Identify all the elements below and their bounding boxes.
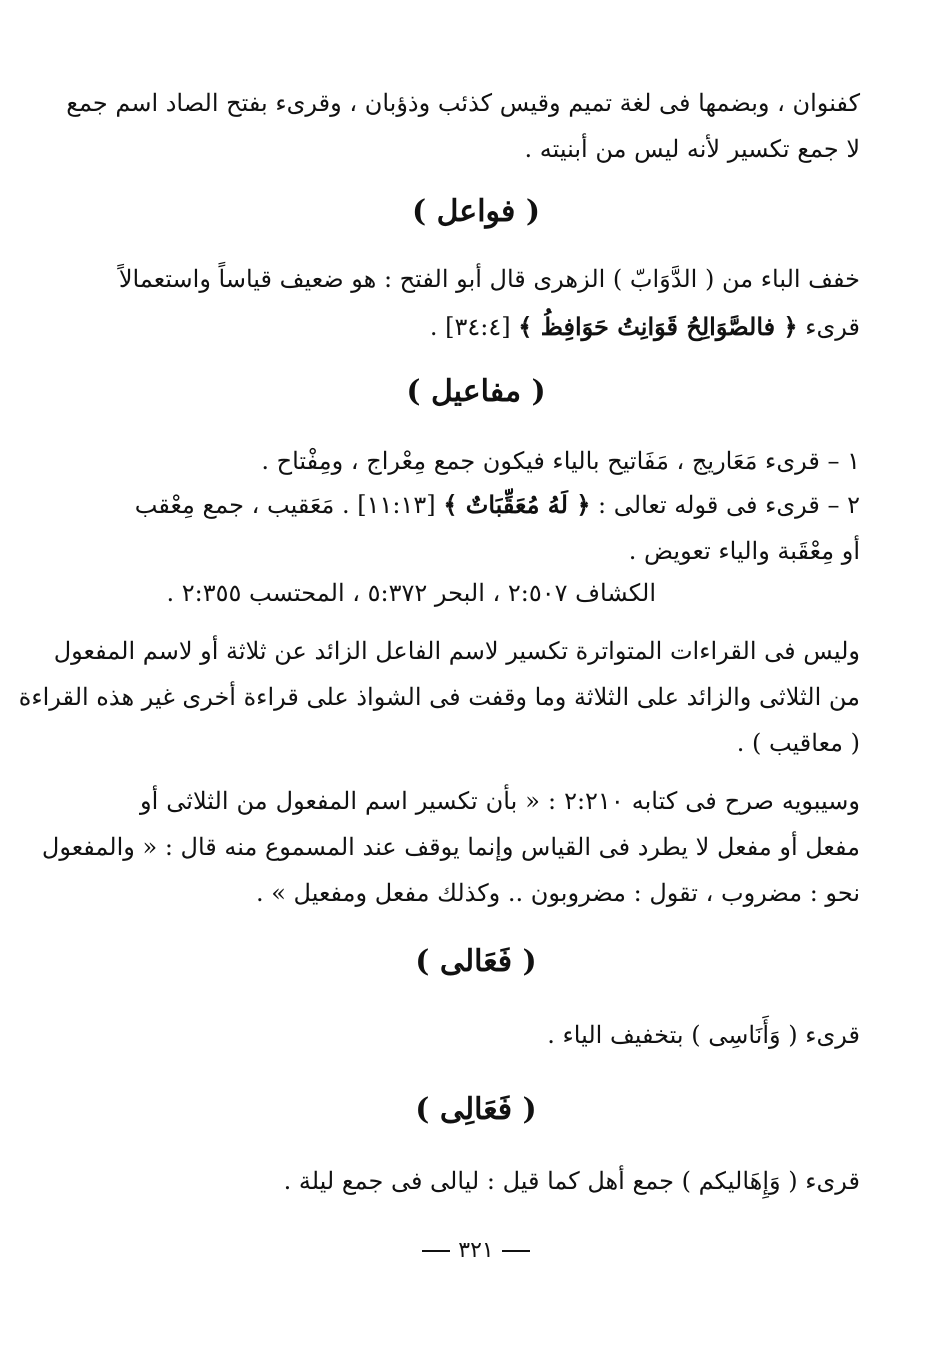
heading-fawaeil: ( فواعل ) xyxy=(411,194,541,229)
page-number: ٣٢١ xyxy=(458,1238,494,1263)
fawaeil-line-2-ref: [٣٤:٤] . xyxy=(429,313,511,341)
paragraph-1-line-1: وليس فى القراءات المتواترة تكسير لاسم الفاعل الزائد عن ثلاثة أو لاسم المفعول xyxy=(53,637,860,665)
fawaeil-line-2 xyxy=(140,310,860,344)
paragraph-1-line-3: ( معاقيب ) . xyxy=(736,729,860,757)
mafaeel-line-1: ١ – قرىء مَعَاريج ، مَفَاتيح بالياء فيكون جمع مِعْراج ، ومِفْتاح . xyxy=(261,447,860,475)
footer-dash-left xyxy=(422,1250,450,1252)
paragraph-1-line-2: من الثلاثى والزائد على الثلاثة وما وقفت فى الشواذ على قراءة أخرى غير هذه القراءة xyxy=(18,683,860,711)
paragraph-2-line-3: نحو : مضروب ، تقول : مضروبون .. وكذلك مفعل ومفعيل » . xyxy=(255,879,860,907)
references-line: الكشاف ٢:٥٠٧ ، البحر ٥:٣٧٢ ، المحتسب ٢:٣٥٥ . xyxy=(166,579,656,607)
intro-line-1: كفنوان ، وبضمها فى لغة تميم وقيس كذئب وذؤبان ، وقرىء بفتح الصاد اسم جمع xyxy=(66,89,860,117)
heading-faali-1: ( فَعَالى ) xyxy=(415,944,537,979)
intro-line-2: لا جمع تكسير لأنه ليس من أبنيته . xyxy=(524,135,860,163)
mafaeel-line-2-prefix: ٢ – قرىء فى قوله تعالى : xyxy=(598,491,860,519)
quran-quote-mafaeel: ﴿ لَهُ مُعَقِّبَاتٌ ﴾ xyxy=(443,490,591,519)
fawaeil-line-2-prefix: قرىء xyxy=(805,313,860,341)
quran-quote-fawaeil: ﴿ فالصَّوَالِحُ قَوَانِتُ حَوَافِظُ ﴾ xyxy=(518,312,798,341)
mafaeel-line-2-suffix: [١١:١٣] . مَعَقيب ، جمع مِعْقب xyxy=(134,491,436,519)
page-footer xyxy=(0,1236,952,1266)
paragraph-2-line-1: وسيبويه صرح فى كتابه ٢:٢١٠ : « بأن تكسير اسم المفعول من الثلاثى أو xyxy=(140,787,860,815)
footer-dash-right xyxy=(502,1250,530,1252)
mafaeel-line-2 xyxy=(134,488,860,522)
heading-faali-2: ( فَعَالِى ) xyxy=(415,1092,537,1127)
heading-mafaeel: ( مفاعيل ) xyxy=(406,374,546,409)
faali-2-line-1: قرىء ( وَإِهَاليكم ) جمع أهل كما قيل : ليالى فى جمع ليلة . xyxy=(283,1167,860,1195)
fawaeil-line-1: خفف الباء من ( الدَّوَابّ ) الزهرى قال أبو الفتح : هو ضعيف قياساً واستعمالاً xyxy=(118,265,860,293)
faali-1-line-1: قرىء ( وَأَنَاسِى ) بتخفيف الياء . xyxy=(547,1021,860,1049)
paragraph-2-line-2: مفعل أو مفعل لا يطرد فى القياس وإنما يوقف عند المسموع منه قال : « والمفعول xyxy=(41,833,860,861)
mafaeel-line-3: أو مِعْقَبة والياء تعويض . xyxy=(628,537,860,565)
